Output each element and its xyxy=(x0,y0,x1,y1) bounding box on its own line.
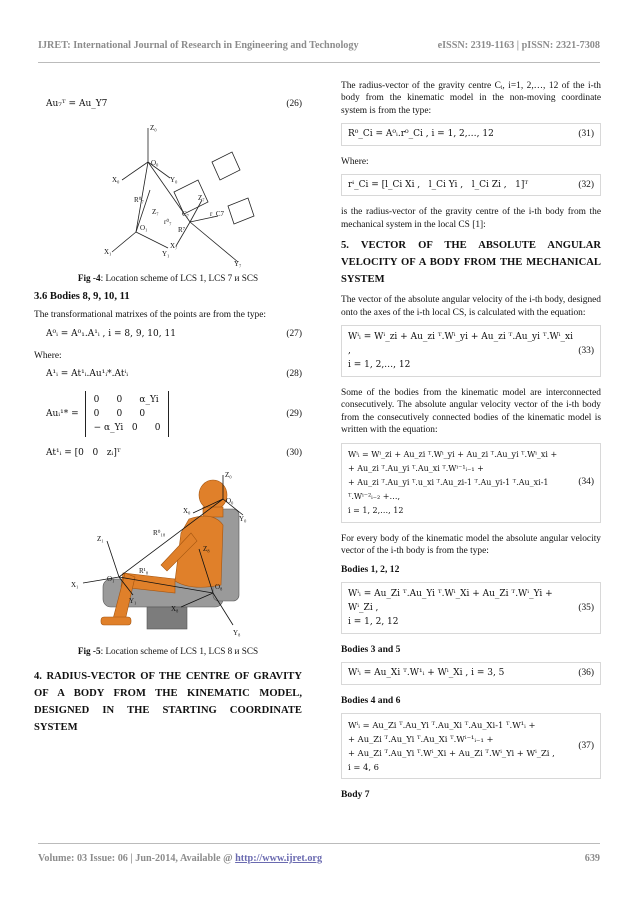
label-y8: Y₈ xyxy=(233,629,241,638)
label-o0: O₀ xyxy=(226,497,234,506)
where-label: Where: xyxy=(341,156,369,167)
some-paragraph: Some of the bodies from the kinematic model are interconnected consecutively. The absolute angular velocity vector of the i-th body from the consecutively connected bodies of the kinematic model is written with the equation: xyxy=(341,388,601,436)
label-y1: Y₁ xyxy=(162,250,170,259)
section-4-heading: 4. RADIUS-VECTOR OF THE CENTRE OF GRAVITY OF A BODY FROM THE KINEMATIC MODEL, DESIGNED IN THE STARTING COORDINATE SYSTEM xyxy=(34,670,302,733)
label-rc7: r_C7 xyxy=(210,210,224,219)
equation-28: A¹ᵢ = At¹ᵢ.Au¹ᵢ*.Atⁱᵢ (28) xyxy=(46,369,302,380)
label-z0: Z₀ xyxy=(150,124,157,133)
figure-4-diagram xyxy=(78,120,258,268)
page-footer xyxy=(38,853,600,864)
section-5-heading: 5. VECTOR OF THE ABSOLUTE ANGULAR VELOCITY OF A BODY FROM THE MECHANICAL SYSTEM xyxy=(341,240,601,286)
equation-34: Wⁱᵢ = Wⁱ_zi + Au_zi ᵀ.Wⁱ_yi + Au_zi ᵀ.Au_yi ᵀ.Wⁱ_xi + + Au_zi ᵀ.Au_yi ᵀ.Au_xi ᵀ.Wⁱ⁻¹ᵢ₋₁ + + Au_zi ᵀ.Au_yi ᵀ.u_xi ᵀ.Au_zi-1 ᵀ.Au_yi-1 ᵀ.Au_xi-1 ᵀ.Wⁱ⁻²ᵢ₋₂ +…, i = 1, 2,…, 12 (34) xyxy=(341,443,601,523)
issn: eISSN: 2319-1163 | pISSN: 2321-7308 xyxy=(437,40,600,51)
label-x8: X₈ xyxy=(171,605,179,614)
body-7-heading: Body 7 xyxy=(341,789,370,801)
label-o1: O₁ xyxy=(107,575,115,584)
bodies-3-5-heading: Bodies 3 and 5 xyxy=(341,643,401,655)
label-y0: Y₀ xyxy=(170,176,178,185)
equation-33: Wⁱᵢ = Wⁱ_zi + Au_zi ᵀ.Wⁱ_yi + Au_zi ᵀ.Au_yi ᵀ.Wⁱ_xi , i = 1, 2,…, 12 (33) xyxy=(341,325,601,377)
figure-5-seated-human xyxy=(63,469,273,641)
label-x1: X₁ xyxy=(71,581,79,590)
journal-title: IJRET: International Journal of Research in Engineering and Technology xyxy=(38,40,359,51)
footer-rule xyxy=(38,843,600,844)
label-x1: X₁ xyxy=(104,248,112,257)
label-r07-small: r⁰₇ xyxy=(164,218,172,227)
label-z7-b: Z₇ xyxy=(198,194,205,203)
footer-volume: Volume: 03 Issue: 06 | Jun-2014, Available @ http://www.ijret.org xyxy=(38,853,323,864)
is-paragraph: is the radius-vector of the gravity centre of the i-th body from the mechanical system in the local CS [1]: xyxy=(341,207,601,230)
label-x7: X₇ xyxy=(170,242,178,251)
equation-26: Au₇ᵀ = Au_Y7 (26) xyxy=(46,99,302,109)
label-o0: O₀ xyxy=(151,159,159,168)
bodies-1-2-12-heading: Bodies 1, 2, 12 xyxy=(341,563,400,575)
label-r018: R⁰₁₈ xyxy=(153,529,166,538)
label-z1: Z₁ xyxy=(97,535,104,544)
equation-35: Wⁱᵢ = Au_Zi ᵀ.Au_Yi ᵀ.Wⁱ_Xi + Au_Zi ᵀ.Wⁱ_Yi + Wⁱ_Zi , i = 1, 2, 12 (35) xyxy=(341,582,601,634)
label-r7: R⁷ xyxy=(178,226,186,235)
vector-paragraph: The vector of the absolute angular velocity of the i-th body, designed onto the axes of the i-th local CS, is calculated with the equation: xyxy=(341,295,601,318)
label-o1: O₁ xyxy=(140,224,148,233)
label-y0: Y₀ xyxy=(239,515,247,524)
matrix-row-2: 0 0 0 xyxy=(93,408,146,419)
figure-4-caption: Fig -4: Location scheme of LCS 1, LCS 7 и SCS xyxy=(77,273,259,284)
where-label: Where: xyxy=(34,351,62,362)
right-column xyxy=(341,80,601,806)
equation-27: A⁰ᵢ = A⁰₁.A¹ᵢ , i = 8, 9, 10, 11 (27) xyxy=(46,328,302,339)
label-o8: O₈ xyxy=(215,583,223,592)
figure-5-caption: Fig -5: Location scheme of LCS 1, LCS 8 и SCS xyxy=(77,646,259,657)
left-column xyxy=(34,92,302,742)
radius-paragraph: The radius-vector of the gravity centre Cᵢ, i=1, 2,…, 12 of the i-th body from the kinematic model in the non-moving coordinate system is from the type: xyxy=(341,81,601,116)
matrix-row-3: − α_Yi 0 0 xyxy=(93,422,161,433)
header-rule xyxy=(38,62,600,63)
equation-37: Wⁱᵢ = Au_Zi ᵀ.Au_Yi ᵀ.Au_Xi ᵀ.Au_Xi-1 ᵀ.W¹ᵢ + + Au_Zi ᵀ.Au_Yi ᵀ.Au_Xi ᵀ.Wⁱ⁻¹ᵢ₋₁ + + Au_Zi ᵀ.Au_Yi ᵀ.Wⁱ_Xi + Au_Zi ᵀ.Wⁱ_Yi + Wⁱ_Zi , i = 4, 6 (37) xyxy=(341,713,601,779)
transform-paragraph: The transformational matrixes of the points are from the type: xyxy=(34,310,266,321)
page-header xyxy=(38,40,600,51)
label-x0: X₀ xyxy=(112,176,120,185)
equation-32: rⁱ_Ci = [l_Ci Xi , l_Ci Yi , l_Ci Zi , 1]ᵀ (32) xyxy=(341,174,601,196)
page-number: 639 xyxy=(584,853,600,864)
label-z0: Z₀ xyxy=(225,471,232,480)
every-paragraph: For every body of the kinematic model the absolute angular velocity vector of the i-th body is from the type: xyxy=(341,533,601,557)
equation-30: At¹ᵢ = [0 0 zᵢ]ᵀ (30) xyxy=(46,447,302,458)
bodies-4-6-heading: Bodies 4 and 6 xyxy=(341,694,401,706)
equation-36: Wⁱᵢ = Au_Xi ᵀ.W¹ᵢ + Wⁱ_Xi , i = 3, 5 (36) xyxy=(341,662,601,684)
label-z8: Z₈ xyxy=(203,545,210,554)
section-3-6-heading: 3.6 Bodies 8, 9, 10, 11 xyxy=(34,290,130,302)
label-y1: Y₁ xyxy=(129,597,137,606)
label-r07: R⁰₇ xyxy=(134,196,144,205)
equation-31: R⁰_Ci = A⁰ᵢ.r⁰_Ci , i = 1, 2,…, 12 (31) xyxy=(341,123,601,145)
label-x0: X₀ xyxy=(183,507,191,516)
label-c7: C₇ xyxy=(182,210,190,219)
equation-29: Auᵢ¹* = 0 0 α_Yi 0 0 0 − α_Yi 0 0 (29) xyxy=(34,391,302,437)
journal-link[interactable]: http://www.ijret.org xyxy=(235,853,323,864)
label-y7: Y₇ xyxy=(234,260,242,269)
matrix-row-1: 0 0 α_Yi xyxy=(93,394,159,405)
label-r18: R¹₈ xyxy=(139,567,149,576)
label-z7-a: Z₇ xyxy=(152,208,159,217)
